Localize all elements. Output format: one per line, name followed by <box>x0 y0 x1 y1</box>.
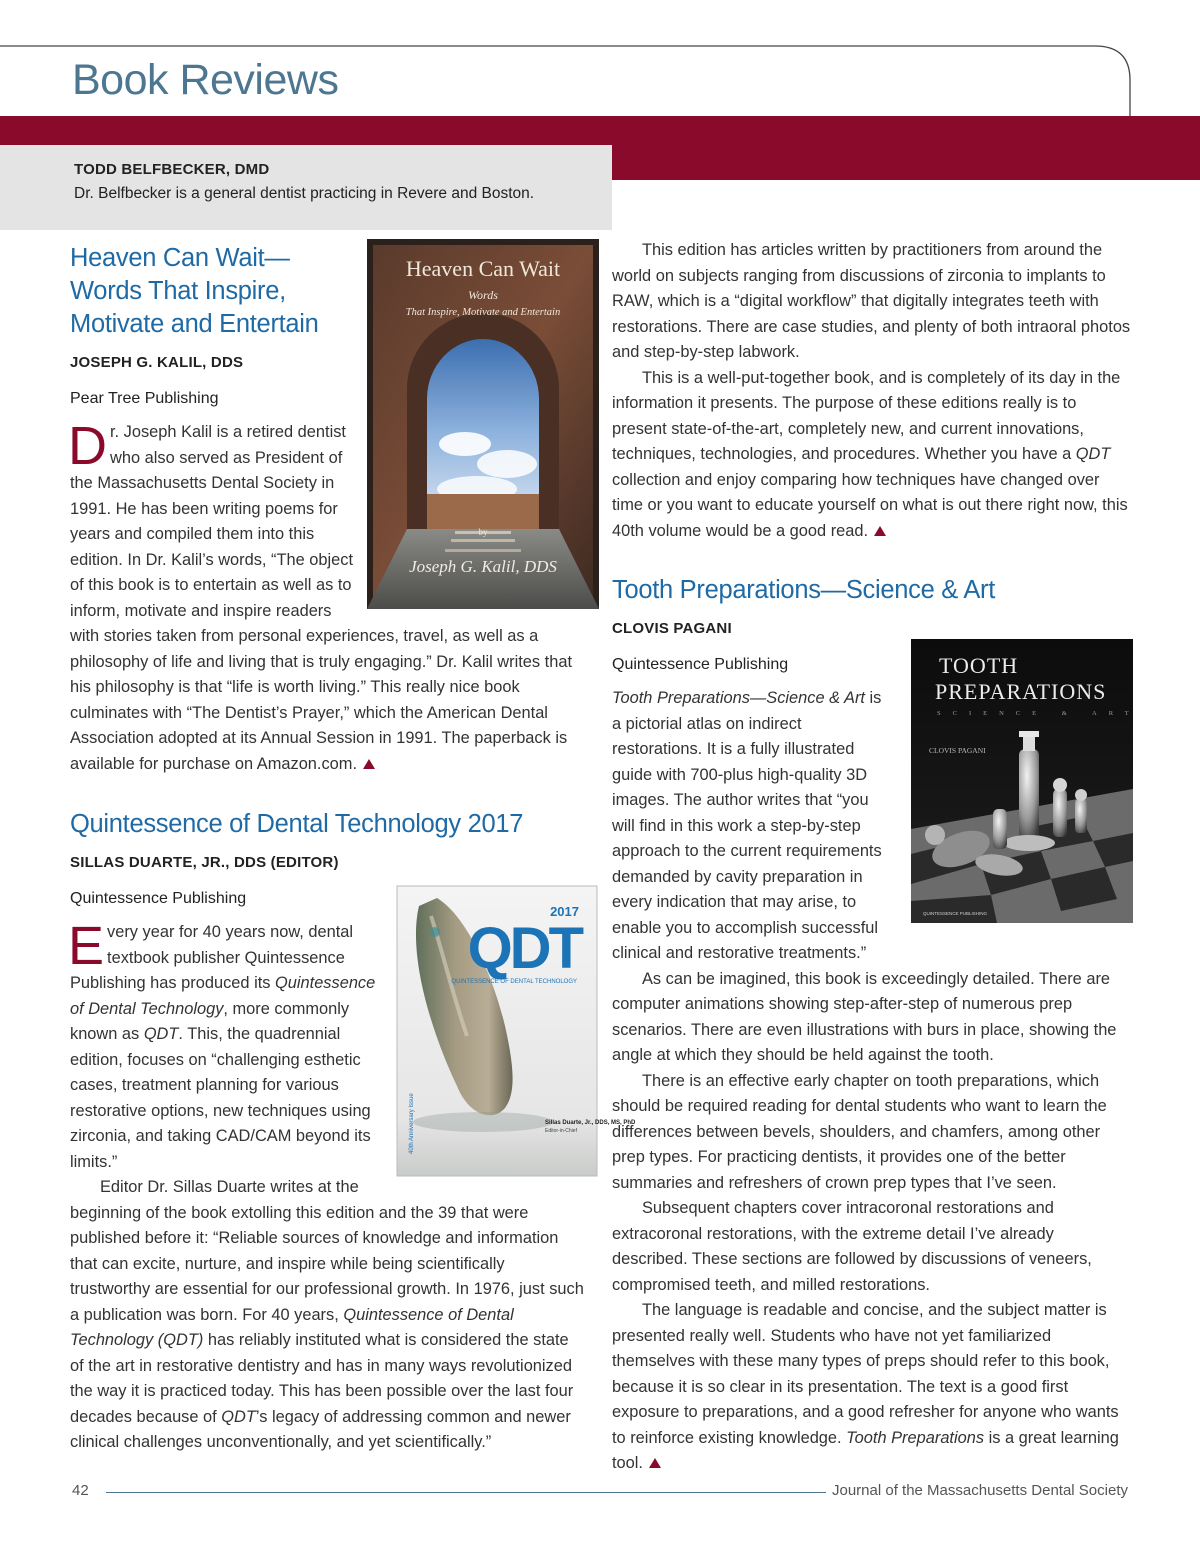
review1-title-line3: Motivate and Entertain <box>70 310 319 338</box>
review3-text: The language is readable and concise, and the subject matter is presented really well. Students who have not yet familiarized themselves with these many types of preps should refer to this book, because it is so clear in its presentation. The text is a good first exposure to preparations, and a good refresher for anyone who wants to reinforce existing knowledge. <box>612 1301 1119 1447</box>
review1-publisher: Pear Tree Publishing <box>70 389 219 407</box>
cover-author: CLOVIS PAGANI <box>929 746 986 755</box>
cover-author: Joseph G. Kalil, DDS <box>409 557 557 576</box>
review1-title-line1: Heaven Can Wait— <box>70 244 290 272</box>
review2-text: Editor Dr. Sillas Duarte writes at the beginning of the book extolling this edition and the 39 that were published before it: “Reliable sources of knowledge and information that can excite, nurture, and inspire while being scientifically trustworthy are essential for our professional growth. In 1976, just such a publication was born. For 40 years, <box>70 1178 584 1324</box>
review1-text-a: r. Joseph Kalil is a retired dentist who also served as President of the Massachusetts Dental Society in 1991. He has been writing poems for years and compiled them into this edition. In Dr. Kalil’s words, “The object of this book is to entertain as well as to <box>70 423 354 594</box>
cover-spine-text: 40th Anniversary Issue <box>409 1093 415 1154</box>
reviewer-bio: Dr. Belfbecker is a general dentist practicing in Revere and Boston. <box>74 185 535 202</box>
section-title: Book Reviews <box>72 56 339 104</box>
cover-logo: QDT <box>467 916 581 981</box>
dropcap: D <box>68 416 107 476</box>
cover-heaven-can-wait <box>367 239 599 609</box>
review2-author: SILLAS DUARTE, JR., DDS (EDITOR) <box>70 854 339 871</box>
right-column <box>612 238 1141 1477</box>
review2-paragraph-4 <box>612 366 1132 545</box>
cover-editor-role: Editor-in-Chief <box>545 1128 577 1134</box>
cover-year: 2017 <box>550 904 579 919</box>
review3-title: Tooth Preparations—Science & Art <box>612 576 996 604</box>
review2-italic: Quintessence of Dental Technology <box>70 974 376 1018</box>
cover-subtitle: SCIENCE & ART <box>937 710 1141 717</box>
cover-subtitle: QUINTESSENCE OF DENTAL TECHNOLOGY <box>451 979 577 985</box>
review3-text: is a pictorial atlas on indirect restorations. It is a fully illustrated guide with 700-plus high-quality 3D images. The author writes that “you will find in this work a step-by-step approach to the current requirements demanded by cavity preparation in every indication that may arise, to enable you to accomplish successful clinical and restorative treatments.” <box>612 689 882 962</box>
reviewer-name: TODD BELFBECKER, DMD <box>74 161 270 178</box>
review3-italic: Tooth Preparations <box>846 1428 985 1447</box>
left-column <box>68 242 636 1456</box>
review2-paragraph-3: This edition has articles written by practitioners from around the world on subjects ranging from discussions of zirconia to implants to RAW, which is a “digital workflow” that digitally integrates teeth with restorations. There are case studies, and plenty of both intraoral photos and step-by-step labwork. <box>612 241 1131 361</box>
review3-italic: Tooth Preparations—Science & Art <box>612 689 865 707</box>
review2-italic: QDT <box>221 1407 256 1426</box>
review3-paragraph-3: There is an effective early chapter on tooth preparations, which should be required reading for dental students who want to learn the differences between bevels, shoulders, and chamfers, among other prep types. For practicing dentists, it provides one of the better summaries and refreshers of crown prep types that I’ve seen. <box>612 1071 1107 1192</box>
cover-publisher: QUINTESSENCE PUBLISHING <box>923 911 988 916</box>
review1-text-b: inform, motivate and inspire readers with stories taken from personal experiences, travel, as well as a philosophy of life and living that is truly engaging.” Dr. Kalil writes that his philosophy is that “life is worth living.” This really nice book culminates with “The Dentist’s Prayer,” which the American Dental Association adopted at its Annual Session in 1991. The paperback is available for purchase on Amazon.com. <box>70 601 572 773</box>
review2-text: ’s legacy of addressing common and newer clinical challenges unconventionally, and yet scientifically.” <box>70 1407 571 1451</box>
reviewer-box <box>0 145 612 230</box>
review1-title-line2: Words That Inspire, <box>70 277 286 305</box>
review2-italic: Quintessence of Dental Technology (QDT) <box>70 1305 514 1349</box>
review2-text: collection and enjoy comparing how techniques have changed over time or you want to educate yourself on what is out there right now, this 40th volume would be a good read. <box>612 470 1128 540</box>
cover-subtitle-2: That Inspire, Motivate and Entertain <box>405 307 561 318</box>
end-mark-icon <box>363 759 375 769</box>
review2-publisher: Quintessence Publishing <box>70 889 247 907</box>
review2-text: , more commonly known as <box>70 999 350 1043</box>
review3-paragraph-4: Subsequent chapters cover intracoronal restorations and extracoronal restorations, with the extreme detail I’ve already described. These sections are followed by discussions of veneers, compromised teeth, and milled restorations. <box>612 1199 1092 1294</box>
review3-paragraph-2: As can be imagined, this book is exceedingly detailed. There are computer animations showing step-after-step of numerous prep scenarios. There are even illustrations with burs in place, showing the angle at which they should be held against the tooth. <box>612 969 1117 1064</box>
review3-publisher: Quintessence Publishing <box>612 655 789 673</box>
review3-text: is a great learning tool. <box>612 1428 1119 1472</box>
end-mark-icon <box>649 1458 661 1468</box>
cover-title: Heaven Can Wait <box>405 256 561 281</box>
cover-qdt <box>397 886 636 1176</box>
journal-name: Journal of the Massachusetts Dental Society <box>832 1482 1128 1499</box>
footer-rule <box>106 1492 826 1493</box>
cover-title-line2: PREPARATIONS <box>935 679 1107 704</box>
review2-text: very year for 40 years now, dental textbook publisher Quintessence Publishing has produced its <box>70 923 354 992</box>
page-number: 42 <box>72 1482 89 1499</box>
cover-title-line1: TOOTH <box>939 653 1019 678</box>
review2-italic: QDT <box>1075 445 1111 463</box>
review2-italic: QDT <box>143 1025 179 1043</box>
cover-by: by <box>478 527 488 537</box>
review2-paragraph-2 <box>70 1175 585 1456</box>
review1-author: JOSEPH G. KALIL, DDS <box>70 354 244 371</box>
review3-author: CLOVIS PAGANI <box>612 620 732 637</box>
review2-text: This is a well-put-together book, and is completely of its day in the information it presents. The purpose of these editions really is to present state-of-the-art, completely new, and current innovations, techniques, technologies, and procedures. Whether you have a <box>612 368 1121 463</box>
review2-text: . This, the quadrennial edition, focuses on “challenging esthetic cases, treatment planning for various restorative options, new techniques using zirconia, and taking CAD/CAM beyond its limits.” <box>70 1025 371 1171</box>
cover-editor: Sillas Duarte, Jr., DDS, MS, PhD <box>545 1120 636 1126</box>
cover-subtitle: Words <box>468 288 498 302</box>
review3-paragraph-5 <box>612 1298 1132 1477</box>
review2-text: has reliably instituted what is considered the state of the art in restorative dentistry and has in many ways revolutionized the way it is practiced today. This has been possible over the last four decades because of <box>70 1331 574 1426</box>
end-mark-icon <box>874 526 886 536</box>
review2-title: Quintessence of Dental Technology 2017 <box>70 810 524 838</box>
dropcap: E <box>68 916 105 976</box>
cover-tooth-preparations <box>911 639 1141 923</box>
